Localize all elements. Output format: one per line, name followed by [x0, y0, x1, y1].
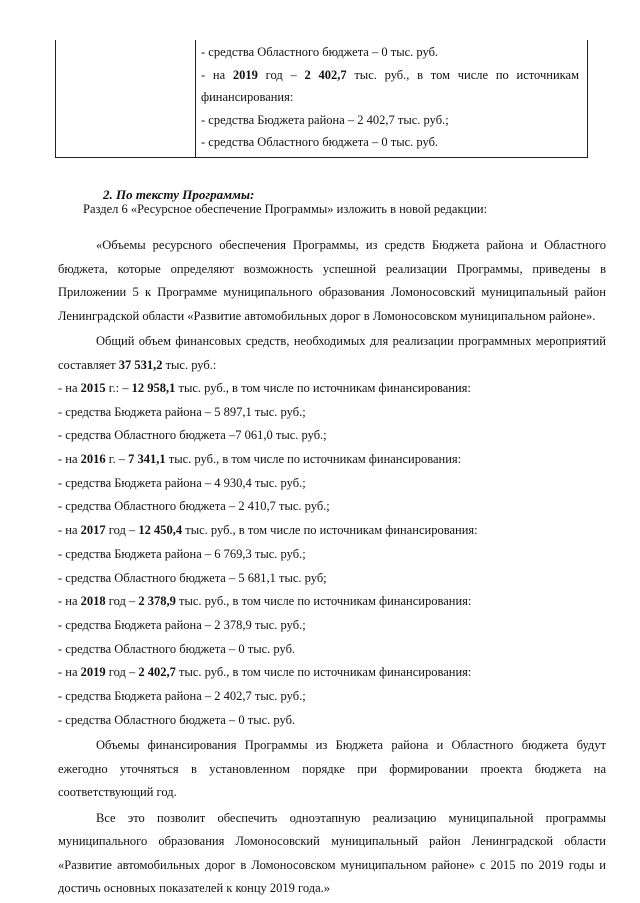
year-mid1: год — [105, 523, 129, 538]
year-line — [58, 590, 606, 614]
year-line — [58, 661, 606, 685]
year-pre: - на — [58, 452, 81, 467]
year-line — [58, 519, 606, 543]
year-mid1: год — [105, 594, 129, 609]
district-budget-line: - средства Бюджета района – 6 769,3 тыс. руб.; — [58, 546, 306, 561]
year-year: 2015 — [80, 381, 106, 395]
year-rest: тыс. руб., в том числе по источникам финансирования: — [175, 594, 472, 609]
district-budget-line: - средства Бюджета района – 2 378,9 тыс. руб.; — [58, 617, 306, 632]
table-row: - на 2019 год – 2 402,7 тыс. руб., в том числе по источникам — [201, 67, 579, 82]
paragraph-conclusion: Все это позволит обеспечить одноэтапную реализацию муниципальной программы муниципального образования Ломоносовский муниципальный район Ленинградской области «Развитие автомобильных дорог в Ломоносовском муниципальном районе» с 2015 по 2019 годы и достичь основных показателей к концу 2019 года.» — [58, 810, 606, 896]
section-heading: 2. По тексту Программы: — [103, 187, 255, 202]
year-year: 2017 — [80, 523, 106, 538]
amount: 2 402,7 — [304, 67, 347, 82]
paragraph-annual-update: Объемы финансирования Программы из Бюджета района и Областного бюджета будут ежегодно уточняться в установленном порядке при формировании проекта бюджета на соответствующий год. — [58, 738, 606, 800]
district-budget-line: - средства Бюджета района – 4 930,4 тыс. руб.; — [58, 475, 306, 490]
table-row: - средства Бюджета района – 2 402,7 тыс. руб.; — [201, 112, 449, 127]
document-body — [58, 234, 606, 901]
year-dash: – — [128, 523, 139, 538]
year-rest: тыс. руб., в том числе по источникам финансирования: — [165, 452, 462, 467]
total-suffix: тыс. руб.: — [162, 357, 217, 372]
section-intro: Раздел 6 «Ресурсное обеспечение Программы» изложить в новой редакции: — [83, 202, 488, 216]
year-year: 2018 — [80, 594, 106, 609]
funding-table-fragment — [55, 40, 588, 158]
year-dash: – — [118, 452, 129, 467]
year-dash: – — [122, 381, 132, 395]
year-year: 2016 — [80, 452, 106, 467]
year-amount: 2 378,9 — [138, 594, 176, 609]
regional-budget-line: - средства Областного бюджета –7 061,0 тыс. руб.; — [58, 428, 327, 443]
regional-budget-line: - средства Областного бюджета – 0 тыс. руб. — [58, 641, 296, 656]
paragraph-resources: «Объемы ресурсного обеспечения Программы, из средств Бюджета района и Областного бюджета, которые определяют возможность успешной реализации Программы, приведены в Приложении 5 к Программе муниципального образования Ломоносовский муниципальный район Ленинградской области «Развитие автомобильных дорог в Ломоносовском муниципальном районе». — [58, 238, 606, 323]
year-year: 2019 — [80, 665, 106, 680]
total-amount: 37 531,2 — [118, 357, 163, 372]
table-row: - средства Областного бюджета – 0 тыс. руб. — [201, 135, 439, 149]
year-mid1: г. — [105, 452, 119, 467]
yearly-funding-list — [58, 377, 606, 732]
year-rest: тыс. руб., в том числе по источникам финансирования: — [182, 523, 478, 538]
district-budget-line: - средства Бюджета района – 5 897,1 тыс. руб.; — [58, 404, 306, 419]
regional-budget-line: - средства Областного бюджета – 2 410,7 тыс. руб.; — [58, 499, 330, 514]
table-row: финансирования: — [201, 90, 294, 104]
table-column-divider — [195, 40, 196, 157]
year-pre: - на — [58, 665, 81, 680]
paragraph-total — [58, 330, 606, 377]
year-mid1: год — [105, 665, 129, 680]
table-row: - средства Областного бюджета – 0 тыс. руб. — [201, 45, 439, 59]
total-prefix: Общий объем финансовых средств, необходимых для реализации программных мероприятий составляет — [58, 334, 606, 372]
year-amount: 12 958,1 — [131, 381, 176, 395]
year-line — [58, 448, 606, 472]
year: 2019 — [232, 67, 258, 82]
year-rest: тыс. руб., в том числе по источникам финансирования: — [175, 381, 471, 395]
year-pre: - на — [58, 523, 81, 538]
year-rest: тыс. руб., в том числе по источникам финансирования: — [175, 665, 472, 680]
table-cell-funding — [201, 43, 579, 156]
year-mid1: г.: — [105, 381, 123, 395]
year-amount: 12 450,4 — [138, 523, 183, 538]
regional-budget-line: - средства Областного бюджета – 5 681,1 тыс. руб; — [58, 570, 327, 585]
regional-budget-line: - средства Областного бюджета – 0 тыс. руб. — [58, 712, 296, 727]
year-dash: – — [128, 594, 139, 609]
year-pre: - на — [58, 381, 81, 395]
year-line — [58, 377, 606, 401]
year-amount: 2 402,7 — [138, 665, 176, 680]
year-dash: – — [128, 665, 139, 680]
year-pre: - на — [58, 594, 81, 609]
district-budget-line: - средства Бюджета района – 2 402,7 тыс. руб.; — [58, 688, 306, 703]
year-amount: 7 341,1 — [128, 452, 166, 467]
